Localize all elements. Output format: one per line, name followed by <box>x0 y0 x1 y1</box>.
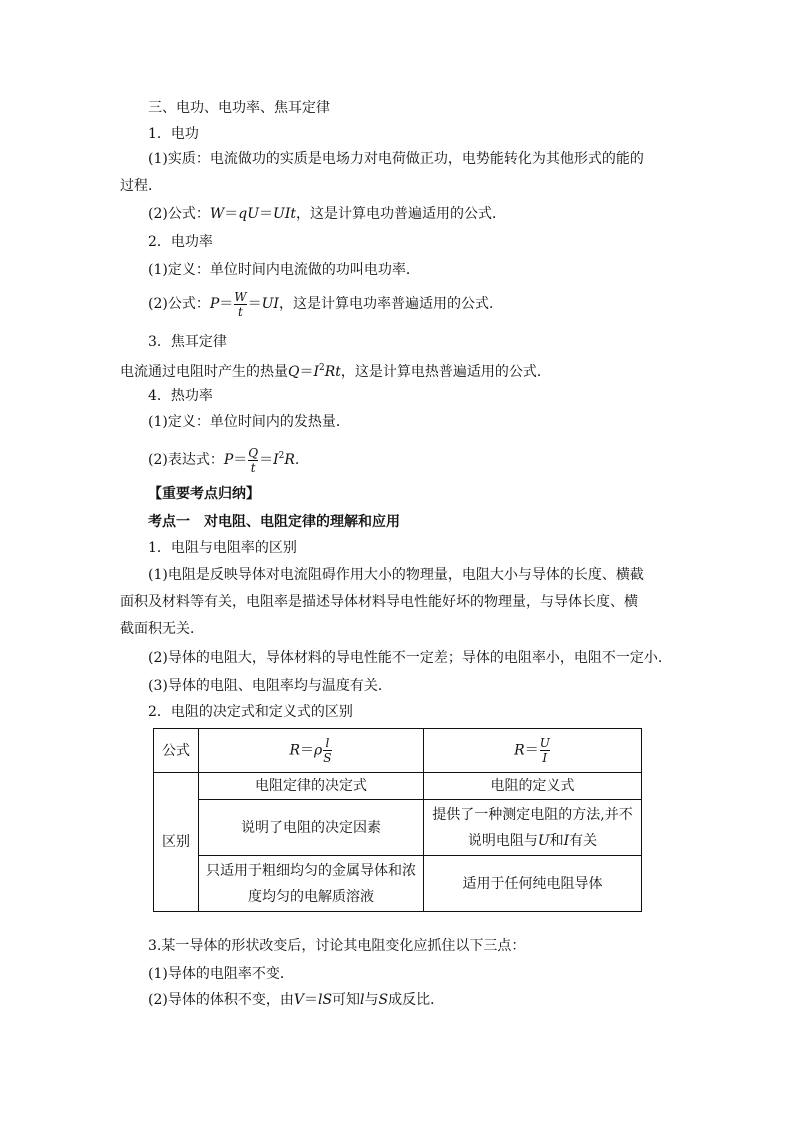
cell-text: 和 <box>549 832 564 849</box>
equals-sign: ＝ <box>299 364 314 380</box>
heading-shape-change: 3.某一导体的形状改变后，讨论其电阻变化应抓住以下三点： <box>148 938 526 954</box>
symbol-p: P <box>223 452 234 468</box>
table-row-label: 区别 <box>154 773 199 912</box>
equals-sign: ＝ <box>259 206 274 222</box>
numerator: Q <box>248 445 259 460</box>
equals-sign: ＝ <box>303 992 318 1008</box>
cell-text: 有关 <box>569 832 598 849</box>
fraction-u-over-i <box>540 737 550 764</box>
table-cell-r2c1: 说明了电阻的决定因素 <box>199 800 424 856</box>
heading-electric-work: 1．电功 <box>148 126 199 142</box>
heading-definition-vs-determination: 2．电阻的决定式和定义式的区别 <box>148 704 353 720</box>
symbol-uit: UIt <box>273 206 296 222</box>
label-expression: (2)表达式： <box>148 452 224 468</box>
formula-note: ，这是计算电功普遍适用的公式． <box>295 206 506 222</box>
table-formula-defining <box>424 729 642 773</box>
equals-sign: ＝ <box>247 296 262 312</box>
equals-sign: ＝ <box>524 742 539 759</box>
symbol-u: U <box>537 832 550 849</box>
point-text: 与 <box>364 992 379 1008</box>
paragraph-resistance: (1)电阻是反映导体对电流阻碍作用大小的物理量，电阻大小与导体的长度、横截面积及材料等有关，电阻率是描述导体材料导电性能好坏的物理量，与导体长度、横截面积无关． <box>120 567 644 637</box>
symbol-r: R <box>284 452 295 468</box>
cell-line <box>428 828 637 854</box>
symbol-rt: Rt <box>324 364 341 380</box>
heading-resistance-vs-resistivity: 1．电阻与电阻率的区别 <box>148 540 297 556</box>
symbol-r: R <box>514 742 525 759</box>
cell-text: 说明电阻与 <box>467 832 538 849</box>
paragraph-conductivity: (2)导体的电阻大，导体材料的导电性能不一定差；导体的电阻率小，电阻不一定小． <box>148 650 672 666</box>
definition-heat-power: (1)定义：单位时间内的发热量． <box>148 414 350 430</box>
paragraph-essence: (1)实质：电流做功的实质是电场力对电荷做正功，电势能转化为其他形式的能的过程． <box>120 151 644 194</box>
exponent: 2 <box>319 363 325 373</box>
point-resistivity-constant: (1)导体的电阻率不变． <box>148 966 294 982</box>
paragraph-temperature: (3)导体的电阻、电阻率均与温度有关． <box>148 678 392 694</box>
cell-line: 只适用于粗细均匀的金属导体和浓 <box>206 862 416 879</box>
symbol-v: V <box>293 992 304 1008</box>
numerator: U <box>539 736 550 750</box>
table-cell-r1c1: 电阻定律的决定式 <box>199 773 424 800</box>
formula-line-work <box>148 204 506 224</box>
symbol-l: l <box>360 992 365 1008</box>
fraction-q-over-t <box>248 447 258 474</box>
symbol-i: I <box>563 832 570 849</box>
key-points-title: 【重要考点归纳】 <box>148 486 260 502</box>
formula-note: ，这是计算电功率普遍适用的公式． <box>278 296 503 312</box>
point-text: 成反比． <box>388 992 445 1008</box>
exponent: 2 <box>278 451 285 461</box>
formula-line-power <box>148 286 503 322</box>
heading-electric-power: 2．电功率 <box>148 234 213 250</box>
numerator: W <box>234 289 247 304</box>
table-col-label: 公式 <box>154 729 199 773</box>
symbol-i: I <box>273 452 279 468</box>
denominator: I <box>542 751 548 765</box>
table-cell-r2c2 <box>424 800 642 856</box>
equals-sign: ＝ <box>233 452 248 468</box>
fraction-l-over-s <box>323 737 331 764</box>
heading-joule-law: 3．焦耳定律 <box>148 334 227 350</box>
symbol-u: U <box>247 206 260 222</box>
symbol-ls: lS <box>317 992 333 1008</box>
symbol-s: S <box>378 992 389 1008</box>
symbol-ui: UI <box>261 296 279 312</box>
table-cell-r3c2: 适用于任何纯电阻导体 <box>424 856 642 912</box>
equals-sign: ＝ <box>300 742 315 759</box>
comparison-table <box>153 728 642 912</box>
symbol-rho: ρ <box>314 742 323 759</box>
section-title: 三、电功、电功率、焦耳定律 <box>148 100 330 116</box>
fraction-w-over-t <box>234 291 246 318</box>
numerator: l <box>325 736 330 750</box>
statement-text: 电流通过电阻时产生的热量 <box>120 364 288 380</box>
symbol-r: R <box>289 742 301 759</box>
denominator: t <box>238 304 243 319</box>
formula-note: ，这是计算电热普遍适用的公式． <box>340 364 551 380</box>
formula-line-heat-power <box>148 438 299 478</box>
denominator: t <box>250 460 256 475</box>
denominator: S <box>323 751 332 765</box>
period: . <box>294 452 300 468</box>
heading-heat-power: 4．热功率 <box>148 388 213 404</box>
table-cell-r3c1 <box>199 856 424 912</box>
cell-line: 度均匀的电解质溶液 <box>248 888 374 905</box>
joule-law-statement <box>120 358 551 382</box>
label-formula: (2)公式： <box>148 206 210 222</box>
equals-sign: ＝ <box>259 452 274 468</box>
symbol-i: I <box>313 364 320 380</box>
label-formula: (2)公式： <box>148 296 210 312</box>
symbol-q: q <box>238 206 248 222</box>
key-point-one-title: 考点一 对电阻、电阻定律的理解和应用 <box>148 514 400 530</box>
equals-sign: ＝ <box>219 296 234 312</box>
point-text: (2)导体的体积不变，由 <box>148 992 294 1008</box>
symbol-q: Q <box>288 364 300 380</box>
symbol-p: P <box>209 296 220 312</box>
table-cell-r1c2: 电阻的定义式 <box>424 773 642 800</box>
symbol-w: W <box>209 206 225 222</box>
definition-power: (1)定义：单位时间内电流做的功叫电功率． <box>148 262 420 278</box>
point-volume-constant <box>148 990 444 1010</box>
table-formula-determining <box>199 729 424 773</box>
point-text: 可知 <box>332 992 361 1008</box>
cell-line: 提供了一种测定电阻的方法,并不 <box>432 806 633 823</box>
equals-sign: ＝ <box>224 206 239 222</box>
